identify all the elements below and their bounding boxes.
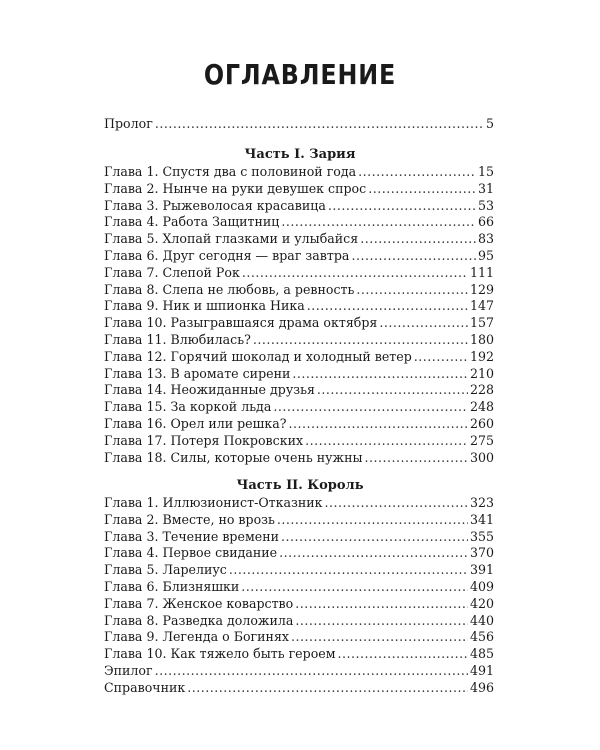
toc-entry — [104, 450, 494, 466]
entry-page: 300 — [469, 449, 494, 465]
toc-entry — [104, 366, 494, 382]
toc-entry — [104, 512, 494, 528]
dot-leader — [281, 529, 468, 545]
toc-entry — [104, 646, 494, 662]
entry-label: Глава 4. Работа Защитниц — [104, 214, 280, 230]
entry-label: Глава 9. Ник и шпионка Ника — [104, 298, 305, 314]
dot-leader — [317, 382, 468, 398]
toc-entry — [104, 579, 494, 595]
dot-leader — [365, 450, 468, 466]
toc-entry — [104, 613, 494, 629]
entry-page: 111 — [469, 264, 494, 280]
toc-entry — [104, 265, 494, 281]
entry-label: Глава 10. Как тяжело быть героем — [104, 646, 336, 662]
toc-entry — [104, 596, 494, 612]
entry-page: 485 — [469, 646, 494, 662]
entry-page: 210 — [469, 365, 494, 381]
part-heading: Часть I. Зария — [244, 147, 356, 162]
entry-page: 15 — [477, 164, 494, 179]
dot-leader — [241, 579, 468, 595]
dot-leader — [368, 181, 476, 197]
toc-entry — [104, 315, 494, 331]
entry-label: Глава 9. Легенда о Богинях — [104, 629, 289, 645]
entry-page: 192 — [469, 348, 494, 364]
dot-leader — [242, 265, 468, 281]
entry-label: Глава 1. Иллюзионист-Отказник — [104, 495, 323, 510]
entry-page: 83 — [477, 231, 494, 247]
dot-leader — [279, 545, 468, 561]
dot-leader — [291, 629, 468, 645]
entry-page: 260 — [469, 416, 494, 431]
entry-page: 496 — [469, 679, 494, 695]
toc-entry — [104, 545, 494, 561]
entry-page: 456 — [469, 629, 494, 645]
entry-label: Глава 14. Неожиданные друзья — [104, 382, 315, 398]
dot-leader — [288, 416, 467, 432]
toc-entry — [104, 349, 494, 365]
dot-leader — [356, 282, 468, 298]
dot-leader — [351, 248, 476, 264]
dot-leader — [325, 495, 468, 511]
entry-label: Глава 11. Влюбилась? — [104, 332, 251, 347]
entry-label: Глава 6. Близняшки — [104, 579, 240, 594]
dot-leader — [277, 512, 468, 528]
entry-page: 53 — [477, 197, 494, 213]
entry-page: 491 — [469, 663, 494, 678]
dot-leader — [273, 399, 468, 415]
entry-label: Глава 5. Хлопай глазками и улыбайся — [104, 231, 359, 247]
entry-page: 370 — [469, 545, 494, 561]
dot-leader — [253, 332, 468, 348]
entry-page: 147 — [469, 298, 494, 314]
dot-leader — [292, 366, 468, 382]
toc-entry — [104, 416, 494, 432]
toc-entry — [104, 399, 494, 415]
entry-page: 5 — [485, 116, 494, 131]
entry-label: Глава 2. Вместе, но врозь — [104, 511, 275, 527]
entry-label: Глава 16. Орел или решка? — [104, 416, 287, 431]
toc-entry — [104, 382, 494, 398]
entry-page: 31 — [477, 180, 494, 196]
entry-label: Глава 2. Нынче на руки девушек спрос — [104, 180, 367, 196]
entry-label: Пролог — [104, 116, 153, 131]
entry-label: Эпилог — [104, 663, 153, 678]
toc-entry — [104, 181, 494, 197]
toc-entry — [104, 282, 494, 298]
toc-entry — [104, 529, 494, 545]
toc-entry — [104, 214, 494, 230]
toc-entry-epilogue — [104, 663, 494, 679]
dot-leader — [414, 349, 468, 365]
entry-page: 157 — [469, 315, 494, 331]
part-heading: Часть II. Король — [236, 478, 364, 493]
entry-label: Глава 13. В аромате сирени — [104, 365, 291, 381]
dot-leader — [379, 315, 468, 331]
entry-page: 355 — [469, 528, 494, 544]
entry-page: 275 — [469, 432, 494, 448]
entry-label: Глава 4. Первое свидание — [104, 545, 278, 561]
toc-entry — [104, 433, 494, 449]
dot-leader — [358, 164, 476, 180]
dot-leader — [295, 613, 468, 629]
entry-label: Справочник — [104, 679, 186, 695]
entry-page: 129 — [469, 281, 494, 297]
dot-leader — [328, 198, 476, 214]
toc-entry — [104, 248, 494, 264]
dot-leader — [305, 433, 468, 449]
entry-page: 341 — [469, 511, 494, 527]
toc-entry-reference — [104, 680, 494, 696]
entry-page: 95 — [477, 248, 494, 263]
toc-entry — [104, 629, 494, 645]
entry-label: Глава 6. Друг сегодня — враг завтра — [104, 248, 350, 263]
entry-page: 180 — [469, 332, 494, 347]
dot-leader — [229, 562, 468, 578]
toc-entry — [104, 332, 494, 348]
entry-label: Глава 7. Слепой Рок — [104, 264, 240, 280]
entry-label: Глава 8. Разведка доложила — [104, 612, 294, 628]
toc-entry — [104, 298, 494, 314]
toc-entry — [104, 495, 494, 511]
entry-page: 66 — [477, 214, 494, 230]
toc-entry — [104, 562, 494, 578]
entry-label: Глава 3. Рыжеволосая красавица — [104, 197, 326, 213]
entry-label: Глава 18. Силы, которые очень нужны — [104, 449, 363, 465]
dot-leader — [307, 298, 468, 314]
dot-leader — [155, 663, 468, 679]
dot-leader — [155, 116, 484, 132]
dot-leader — [187, 680, 468, 696]
entry-label: Глава 5. Ларелиус — [104, 562, 227, 578]
entry-label: Глава 17. Потеря Покровских — [104, 432, 304, 448]
entry-label: Глава 8. Слепа не любовь, а ревность — [104, 281, 355, 297]
entry-page: 420 — [469, 595, 494, 611]
entry-label: Глава 3. Течение времени — [104, 528, 279, 544]
entry-page: 248 — [469, 399, 494, 415]
entry-page: 409 — [469, 579, 494, 594]
entry-label: Глава 7. Женское коварство — [104, 595, 294, 611]
toc-entry — [104, 231, 494, 247]
toc-entry-prologue — [104, 116, 494, 132]
toc-entry — [104, 198, 494, 214]
toc-entry — [104, 164, 494, 180]
entry-page: 323 — [469, 495, 494, 510]
dot-leader — [295, 596, 468, 612]
entry-page: 440 — [469, 612, 494, 628]
page-title: ОГЛАВЛЕНИЕ — [203, 58, 397, 91]
entry-label: Глава 15. За коркой льда — [104, 399, 272, 415]
dot-leader — [360, 231, 476, 247]
entry-label: Глава 12. Горячий шоколад и холодный ветер — [104, 348, 412, 364]
entry-page: 391 — [469, 562, 494, 578]
dot-leader — [338, 646, 468, 662]
entry-label: Глава 10. Разыгравшаяся драма октября — [104, 315, 378, 331]
entry-page: 228 — [469, 382, 494, 398]
dot-leader — [281, 214, 476, 230]
entry-label: Глава 1. Спустя два с половиной года — [104, 164, 357, 179]
